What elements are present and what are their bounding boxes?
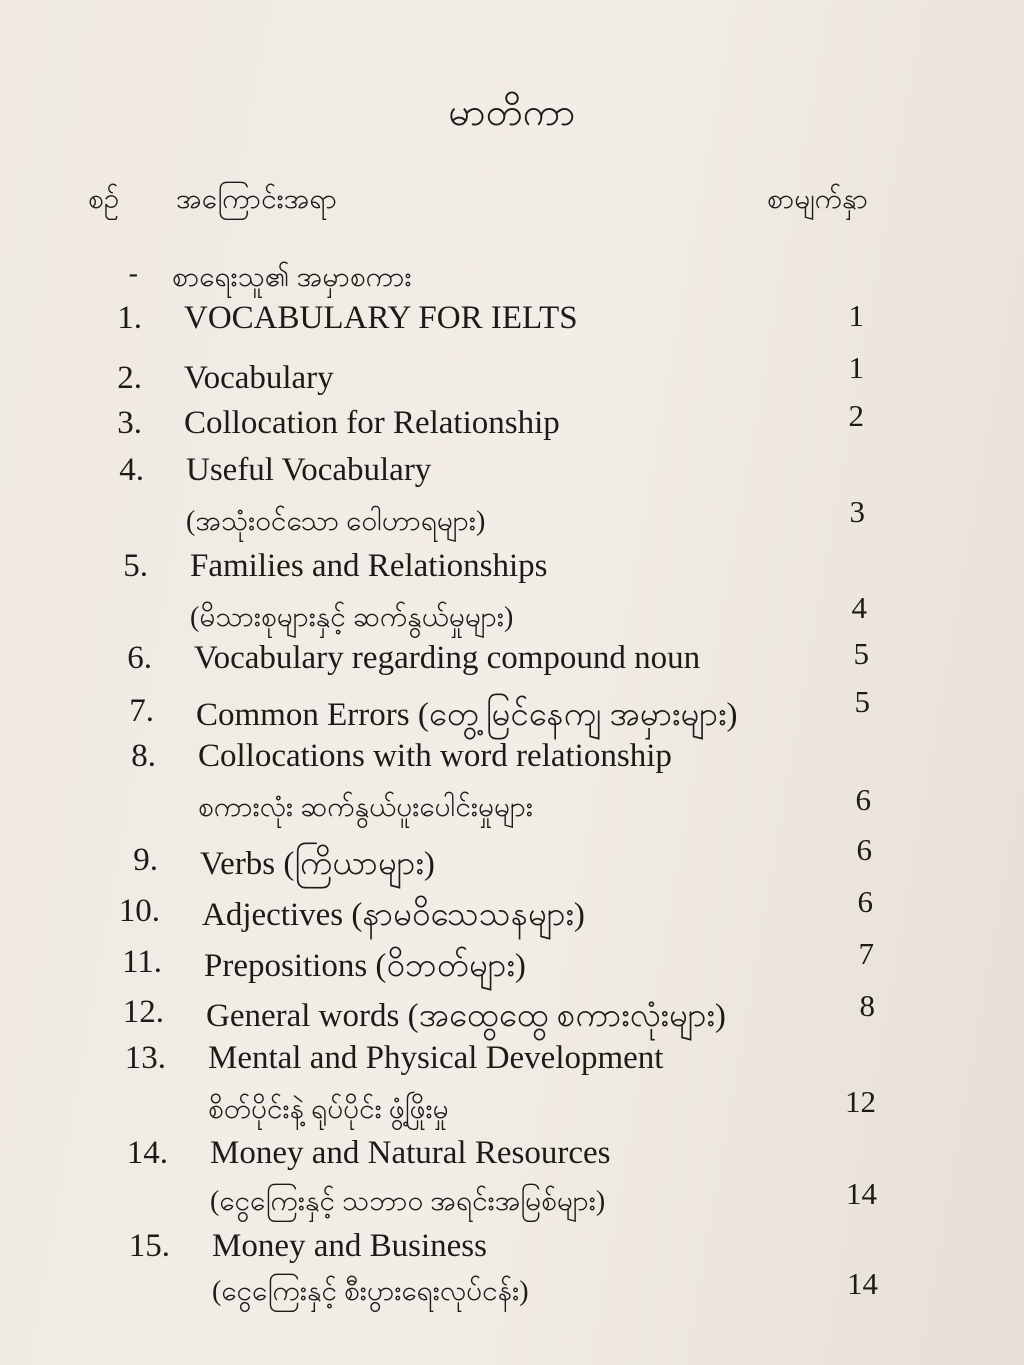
toc-entry-number: 13. xyxy=(124,1040,166,1076)
toc-entry-title: Collocation for Relationship xyxy=(184,405,560,441)
toc-entry-title: Money and Natural Resources xyxy=(210,1135,611,1171)
column-header-number: စဉ် xyxy=(88,184,120,215)
toc-entry-number: 10. xyxy=(118,893,160,929)
toc-entry-page: 14 xyxy=(846,1176,877,1211)
preface-label: စာရေးသူ၏ အမှာစကား xyxy=(172,262,412,293)
toc-entry-page: 12 xyxy=(845,1084,876,1119)
toc-entry-subtitle: စကားလုံး ဆက်နွယ်ပူးပေါင်းမှုများ xyxy=(198,792,534,823)
toc-entry-number: 1. xyxy=(117,300,142,336)
toc-entry-title: Common Errors (တွေ့မြင်နေကျ အမှားများ) xyxy=(196,697,738,733)
page-title: မာတိကာ xyxy=(448,92,576,134)
toc-entry-title: General words (အထွေထွေ စကားလုံးများ) xyxy=(206,998,726,1034)
toc-entry-subtitle: စိတ်ပိုင်းနဲ့ ရုပ်ပိုင်း ဖွံ့ဖြိုးမှု xyxy=(208,1094,449,1125)
preface-marker: - xyxy=(128,258,138,289)
toc-entry-page: 14 xyxy=(847,1266,878,1301)
toc-entry-page: 5 xyxy=(853,636,869,671)
toc-entry-number: 11. xyxy=(121,944,162,980)
toc-entry-title: VOCABULARY FOR IELTS xyxy=(184,300,578,336)
toc-entry-title: Prepositions (ဝိဘတ်များ) xyxy=(204,948,526,984)
column-header-topic: အကြောင်းအရာ xyxy=(176,184,337,215)
column-header-page: စာမျက်နှာ xyxy=(766,184,868,215)
toc-entry-title: Money and Business xyxy=(212,1228,487,1264)
toc-entry-subtitle: (မိသားစုများနှင့် ဆက်နွယ်မှုများ) xyxy=(190,602,514,633)
toc-entry-number: 2. xyxy=(117,360,142,396)
toc-entry-page: 6 xyxy=(855,782,871,817)
toc-entry-title: Mental and Physical Development xyxy=(208,1040,664,1076)
toc-entry-page: 1 xyxy=(848,350,864,385)
toc-entry-number: 15. xyxy=(128,1228,170,1264)
toc-entry-number: 12. xyxy=(122,994,164,1030)
toc-entry-title: Vocabulary xyxy=(184,360,334,396)
toc-entry-title: Useful Vocabulary xyxy=(186,452,432,488)
toc-entry-page: 5 xyxy=(854,684,870,719)
toc-entry-page: 6 xyxy=(857,884,873,919)
toc-entry-number: 6. xyxy=(127,640,152,676)
toc-entry-title: Families and Relationships xyxy=(190,548,548,584)
toc-entry-number: 7. xyxy=(129,693,154,729)
toc-entry-page: 1 xyxy=(848,298,864,333)
toc-entry-page: 7 xyxy=(858,936,874,971)
toc-entry-number: 9. xyxy=(133,842,158,878)
toc-entry-subtitle: (အသုံးဝင်သော ဝေါဟာရများ) xyxy=(186,506,486,537)
toc-entry-number: 8. xyxy=(131,738,156,774)
toc-entry-page: 8 xyxy=(859,988,875,1023)
toc-entry-page: 2 xyxy=(848,398,864,433)
toc-entry-number: 3. xyxy=(117,405,142,441)
toc-entry-title: Adjectives (နာမဝိသေသနများ) xyxy=(202,897,585,933)
toc-entry-page: 3 xyxy=(849,494,865,529)
toc-entry-title: Vocabulary regarding compound noun xyxy=(194,640,701,676)
toc-entry-title: Collocations with word relationship xyxy=(198,738,672,774)
toc-entry-page: 4 xyxy=(851,590,867,625)
toc-entry-title: Verbs (ကြိယာများ) xyxy=(200,846,435,882)
toc-entry-number: 5. xyxy=(123,548,148,584)
toc-entry-page: 6 xyxy=(856,832,872,867)
toc-entry-subtitle: (ငွေကြေးနှင့် သဘာဝ အရင်းအမြစ်များ) xyxy=(210,1186,606,1217)
toc-entry-number: 4. xyxy=(119,452,144,488)
toc-entry-number: 14. xyxy=(126,1135,168,1171)
toc-entry-subtitle: (ငွေကြေးနှင့် စီးပွားရေးလုပ်ငန်း) xyxy=(212,1276,529,1307)
